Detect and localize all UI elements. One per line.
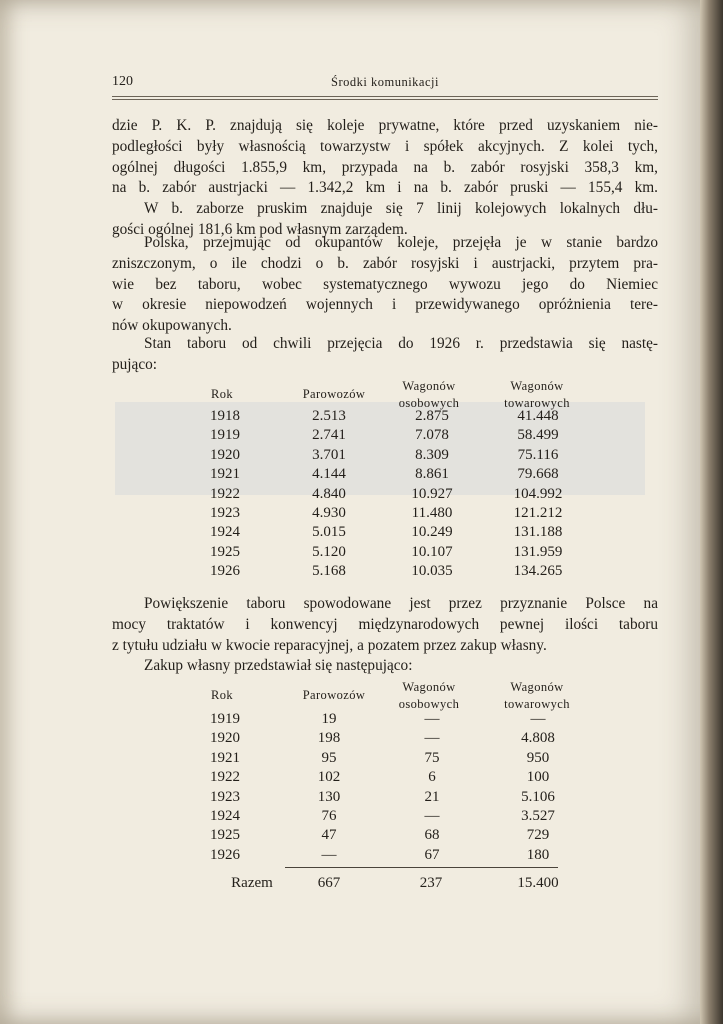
table-cell: 75.116 bbox=[517, 446, 559, 463]
table-cell: 1923 bbox=[210, 788, 240, 805]
table-row bbox=[112, 544, 658, 564]
table-cell: — bbox=[530, 711, 546, 727]
text-line: Polska, przejmując od okupantów koleje, przejęła je w stanie bardzo bbox=[144, 234, 658, 251]
table-cell: 2.513 bbox=[312, 408, 346, 424]
table-cell: 5.015 bbox=[312, 524, 346, 541]
table-cell: 1924 bbox=[210, 524, 240, 541]
total-rule bbox=[285, 867, 558, 868]
table-cell: — bbox=[424, 730, 440, 747]
text-line: W b. zaborze pruskim znajduje się 7 linij kolejowych lokalnych dłu- bbox=[144, 200, 658, 218]
column-header-osobowych: Wagonów osobowych bbox=[398, 379, 460, 410]
table-cell: 19 bbox=[321, 711, 337, 727]
text-line: zniszczonym, o ile chodzi o b. zabór rosyjski i austrjacki, przytem pra- bbox=[112, 254, 658, 272]
text-line: gości ogólnej 181,6 km pod własnym zarządem. bbox=[112, 220, 408, 238]
header-rule bbox=[112, 96, 658, 97]
table-cell: 1921 bbox=[210, 749, 240, 766]
table-cell: 7.078 bbox=[415, 427, 449, 444]
table-row bbox=[112, 563, 658, 583]
table-cell: 4.144 bbox=[312, 466, 346, 483]
column-header-parowozow: Parowozów bbox=[302, 387, 366, 401]
table-row bbox=[112, 827, 658, 847]
table-cell: — bbox=[424, 808, 440, 824]
table-row bbox=[112, 466, 658, 486]
total-towarowych: 15.400 bbox=[517, 875, 559, 891]
text-line: z tytułu udziału w kwocie reparacyjnej, a pozatem przez zakup własny. bbox=[112, 636, 547, 654]
table-cell: 11.480 bbox=[411, 505, 453, 521]
table-row bbox=[112, 769, 658, 789]
table-cell: 95 bbox=[321, 749, 337, 766]
table-row bbox=[112, 408, 658, 428]
table-cell: 130 bbox=[317, 788, 341, 805]
table-cell: 2.875 bbox=[415, 408, 449, 424]
table-cell: 1924 bbox=[210, 808, 240, 824]
text-line: dzie P. K. P. znajdują się koleje prywatne, które przed uzyskaniem nie- bbox=[112, 117, 658, 134]
text-line: na b. zabór austrjacki — 1.342,2 km i na b. zabór pruski — 155,4 km. bbox=[112, 179, 658, 197]
column-header-osobowych: Wagonów osobowych bbox=[398, 680, 460, 711]
table-cell: 180 bbox=[526, 846, 550, 863]
column-header-rok: Rok bbox=[210, 688, 234, 702]
table-cell: 131.188 bbox=[513, 524, 563, 541]
table-cell: 1923 bbox=[210, 505, 240, 521]
table-cell: 4.808 bbox=[521, 730, 555, 747]
column-header-towarowych: Wagonów towarowych bbox=[504, 680, 570, 711]
table-cell: 1922 bbox=[210, 485, 240, 502]
book-spine bbox=[700, 0, 723, 1024]
table-cell: 950 bbox=[526, 749, 550, 766]
table-cell: — bbox=[424, 711, 440, 727]
total-osobowych: 237 bbox=[419, 875, 443, 891]
paragraph-3 bbox=[112, 334, 658, 376]
table-cell: 1919 bbox=[210, 711, 240, 727]
text-line: w okresie niepowodzeń wojennych i przewidywanego opróżnienia tere- bbox=[112, 296, 658, 314]
table-cell: 102 bbox=[317, 769, 341, 786]
table-cell: 1920 bbox=[210, 446, 240, 463]
table-row bbox=[112, 447, 658, 467]
table-row bbox=[112, 847, 658, 867]
table-cell: 47 bbox=[321, 827, 337, 844]
column-header-parowozow: Parowozów bbox=[302, 688, 366, 702]
table-cell: 5.168 bbox=[312, 563, 346, 580]
table-cell: — bbox=[321, 846, 337, 863]
running-title: Środki komunikacji bbox=[331, 75, 439, 89]
text-line: ogólnej długości 1.855,9 km, przypada na b. zabór rosyjski 358,3 km, bbox=[112, 158, 658, 176]
table-row bbox=[112, 808, 658, 828]
column-header-rok: Rok bbox=[210, 387, 234, 401]
table-cell: 4.930 bbox=[312, 505, 346, 521]
table-row bbox=[112, 486, 658, 506]
running-header bbox=[112, 74, 658, 96]
table-row bbox=[112, 427, 658, 447]
table-cell: 1921 bbox=[210, 466, 240, 483]
total-parowozow: 667 bbox=[317, 875, 341, 891]
paragraph-5 bbox=[112, 656, 658, 677]
text-line: wie bez taboru, wobec systematycznego wywozu jego do Niemiec bbox=[112, 275, 658, 293]
table-cell: 1919 bbox=[210, 427, 240, 444]
text-line: pująco: bbox=[112, 355, 158, 373]
table-cell: 8.309 bbox=[415, 446, 449, 463]
table-cell: 1926 bbox=[210, 563, 240, 580]
total-label: Razem bbox=[231, 875, 273, 891]
table-cell: 75 bbox=[424, 749, 440, 766]
table-row bbox=[112, 505, 658, 525]
table-cell: 104.992 bbox=[513, 485, 563, 502]
table-cell: 10.035 bbox=[411, 563, 453, 580]
table-cell: 729 bbox=[526, 827, 550, 844]
text-line: mocy traktatów i konwencyj międzynarodowych pewnej ilości taboru bbox=[112, 615, 658, 633]
table-cell: 10.927 bbox=[411, 485, 453, 502]
table-cell: 58.499 bbox=[517, 427, 559, 444]
table-cell: 4.840 bbox=[312, 485, 346, 502]
table-cell: 8.861 bbox=[415, 466, 449, 483]
total-row bbox=[112, 875, 658, 895]
table-cell: 131.959 bbox=[513, 543, 563, 560]
table-cell: 1925 bbox=[210, 543, 240, 560]
table-cell: 1925 bbox=[210, 827, 240, 844]
table-cell: 198 bbox=[317, 730, 341, 747]
column-header-towarowych: Wagonów towarowych bbox=[504, 379, 570, 410]
table-cell: 1920 bbox=[210, 730, 240, 747]
table-cell: 67 bbox=[424, 846, 440, 863]
paragraph-1 bbox=[112, 116, 658, 241]
table-cell: 1926 bbox=[210, 846, 240, 863]
table-cell: 10.107 bbox=[411, 543, 453, 560]
table-cell: 3.701 bbox=[312, 446, 346, 463]
table-cell: 1918 bbox=[210, 408, 240, 424]
text-line: nów okupowanych. bbox=[112, 317, 232, 335]
table-row bbox=[112, 711, 658, 731]
table-cell: 5.120 bbox=[312, 543, 346, 560]
table-cell: 76 bbox=[321, 808, 337, 824]
table-row bbox=[112, 730, 658, 750]
table-cell: 100 bbox=[526, 769, 550, 786]
table-cell: 2.741 bbox=[312, 427, 346, 444]
table-cell: 6 bbox=[428, 769, 436, 786]
table-cell: 121.212 bbox=[513, 505, 563, 521]
table-cell: 41.448 bbox=[517, 408, 559, 424]
text-line: Zakup własny przedstawiał się następująco: bbox=[144, 657, 413, 674]
header-rule-2 bbox=[112, 99, 658, 100]
table-cell: 1922 bbox=[210, 769, 240, 786]
table-cell: 21 bbox=[424, 788, 440, 805]
table-cell: 134.265 bbox=[513, 563, 563, 580]
paragraph-2 bbox=[112, 233, 658, 337]
text-line: Powiększenie taboru spowodowane jest przez przyznanie Polsce na bbox=[144, 595, 658, 612]
table-row bbox=[112, 524, 658, 544]
table-cell: 3.527 bbox=[521, 808, 555, 824]
table-cell: 68 bbox=[424, 827, 440, 844]
page-number: 120 bbox=[112, 74, 133, 89]
table-cell: 5.106 bbox=[521, 788, 555, 805]
table-cell: 10.249 bbox=[411, 524, 453, 541]
text-line: podległości były własnością towarzystw i spółek akcyjnych. Z kolei tych, bbox=[112, 137, 658, 155]
table-row bbox=[112, 789, 658, 809]
table-cell: 79.668 bbox=[517, 466, 559, 483]
paragraph-4 bbox=[112, 594, 658, 656]
text-line: Stan taboru od chwili przejęcia do 1926 r. przedstawia się nastę- bbox=[144, 335, 658, 352]
table-row bbox=[112, 750, 658, 770]
